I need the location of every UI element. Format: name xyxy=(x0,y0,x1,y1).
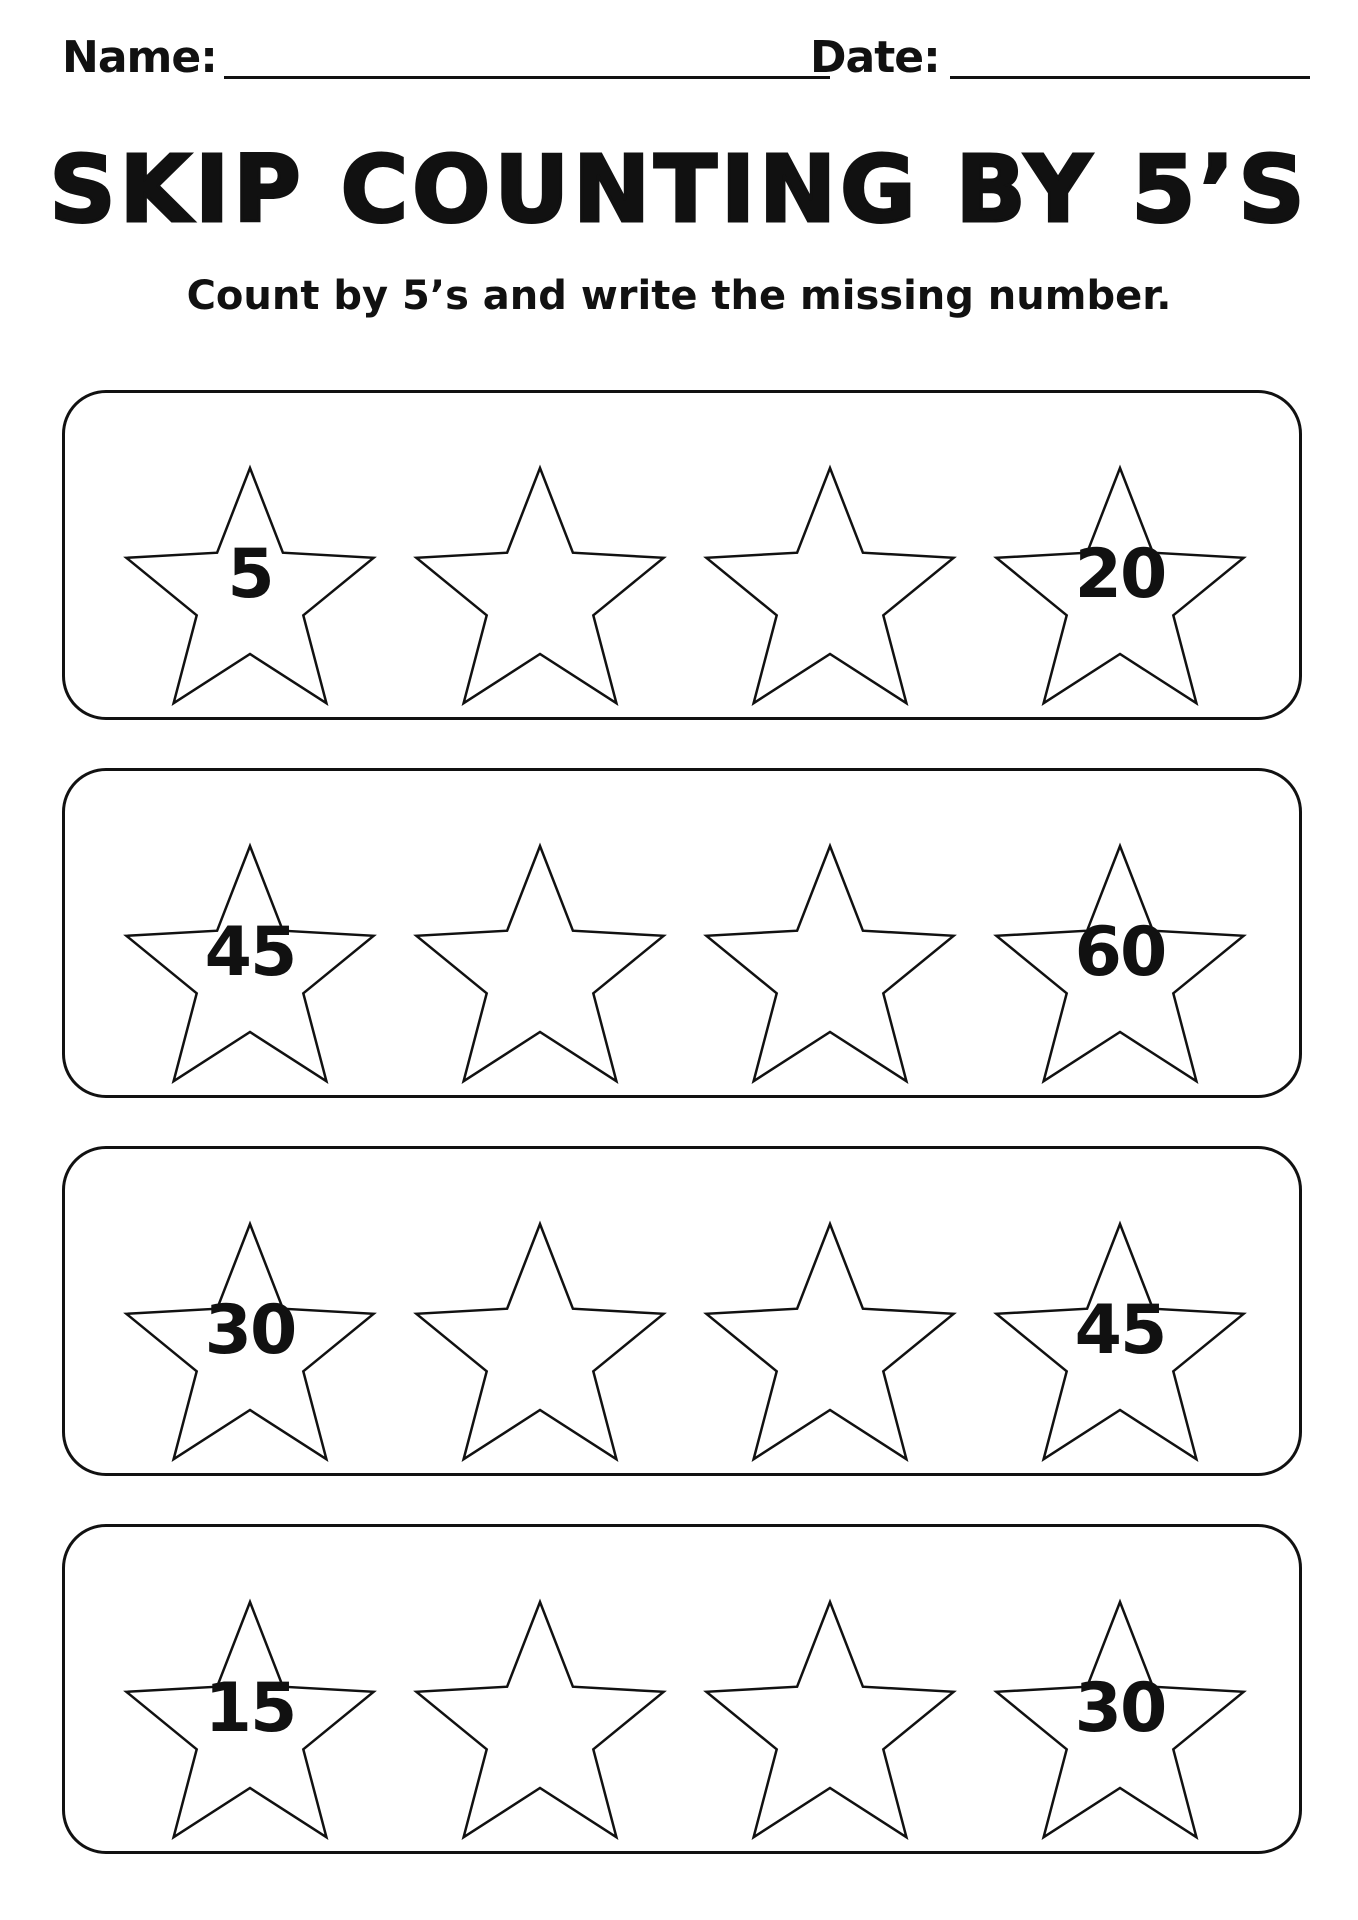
star-cell xyxy=(105,771,395,1101)
worksheet-title: SKIP COUNTING BY 5’S xyxy=(49,136,1309,243)
star-outline xyxy=(706,846,953,1081)
star-cell[interactable] xyxy=(395,1527,685,1857)
star-icon xyxy=(395,1527,685,1857)
star-row-panel xyxy=(62,1146,1302,1476)
star-cell xyxy=(975,771,1265,1101)
star-outline xyxy=(706,1602,953,1837)
star-number: 20 xyxy=(1074,535,1166,614)
star-number: 45 xyxy=(204,913,296,992)
name-label: Name: xyxy=(62,32,217,83)
header-row xyxy=(62,28,1310,88)
star-cell xyxy=(105,1527,395,1857)
worksheet-instructions: Count by 5’s and write the missing number. xyxy=(186,273,1172,319)
date-field[interactable] xyxy=(950,76,1310,79)
star-cell[interactable] xyxy=(685,1527,975,1857)
star-outline xyxy=(416,468,663,703)
name-field[interactable] xyxy=(224,76,830,79)
star-cell[interactable] xyxy=(685,771,975,1101)
star-outline xyxy=(416,1224,663,1459)
star-outline xyxy=(416,1602,663,1837)
star-icon xyxy=(395,771,685,1101)
star-number: 60 xyxy=(1074,913,1166,992)
star-cell[interactable] xyxy=(395,393,685,723)
star-cell[interactable] xyxy=(395,1149,685,1479)
star-number: 45 xyxy=(1074,1291,1166,1370)
star-number: 30 xyxy=(204,1291,296,1370)
date-label: Date: xyxy=(810,32,940,83)
star-icon xyxy=(685,1149,975,1479)
star-outline xyxy=(706,1224,953,1459)
star-icon xyxy=(685,1527,975,1857)
star-number: 15 xyxy=(204,1669,296,1748)
star-cell[interactable] xyxy=(685,1149,975,1479)
star-number: 30 xyxy=(1074,1669,1166,1748)
star-cell xyxy=(105,393,395,723)
star-icon xyxy=(395,393,685,723)
star-icon xyxy=(685,393,975,723)
star-outline xyxy=(706,468,953,703)
star-row-panel xyxy=(62,390,1302,720)
star-cell[interactable] xyxy=(685,393,975,723)
star-cell[interactable] xyxy=(395,771,685,1101)
star-row-panel xyxy=(62,1524,1302,1854)
star-icon xyxy=(395,1149,685,1479)
star-outline xyxy=(416,846,663,1081)
star-row-panel xyxy=(62,768,1302,1098)
star-cell xyxy=(975,393,1265,723)
star-cell xyxy=(975,1149,1265,1479)
star-cell xyxy=(975,1527,1265,1857)
star-number: 5 xyxy=(227,535,273,614)
star-icon xyxy=(685,771,975,1101)
star-cell xyxy=(105,1149,395,1479)
